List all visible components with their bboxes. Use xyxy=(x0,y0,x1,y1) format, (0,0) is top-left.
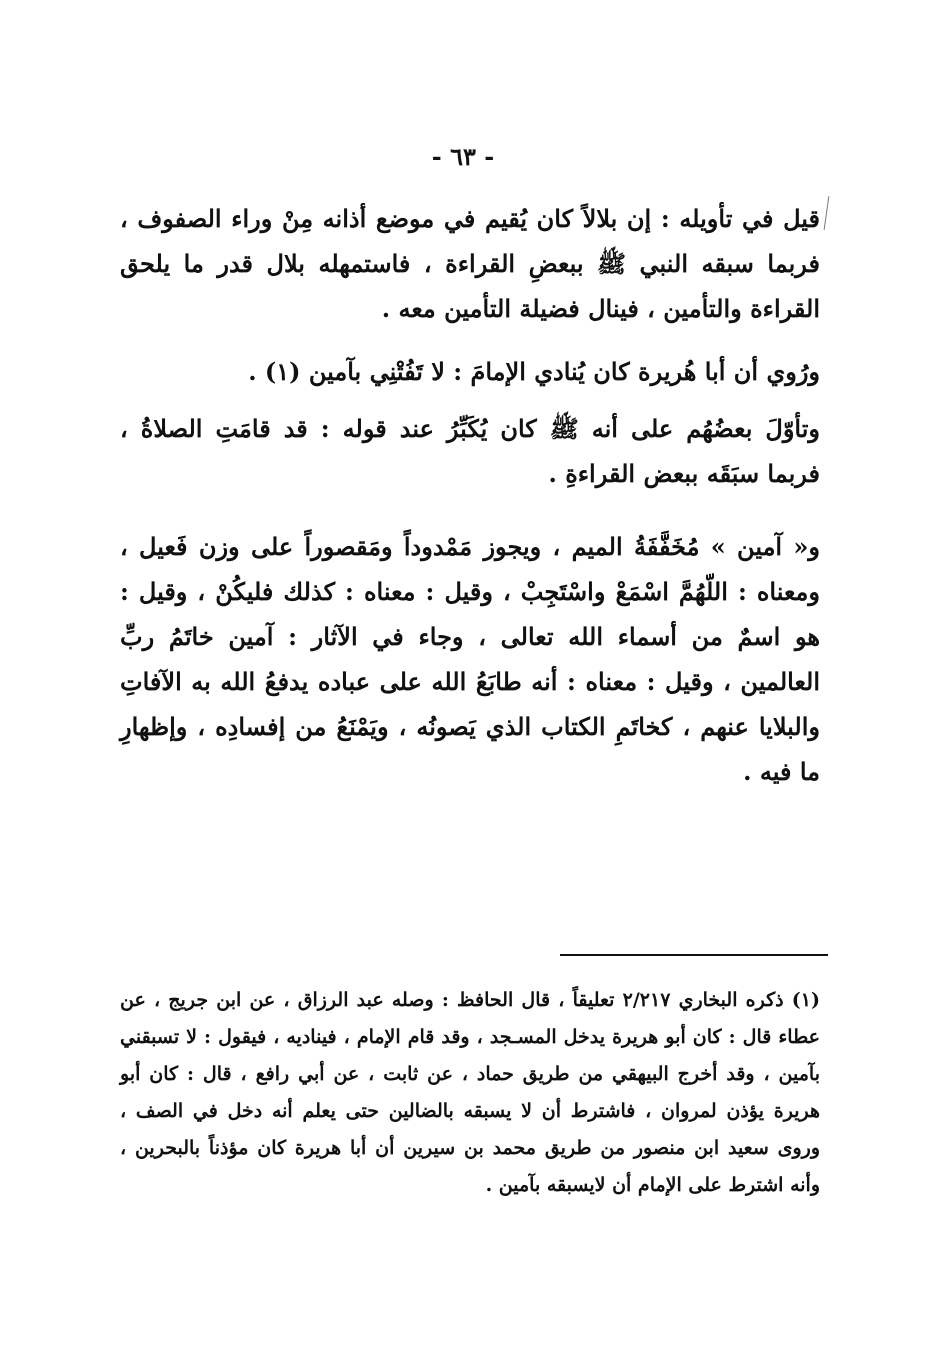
paragraph-amin-meaning: و« آمين » مُخَفَّفَةُ الميم ، ويجوز مَمْدوداً ومَقصوراً على وزن فَعيل ، ومعناه : اللّهُمَّ اسْمَعْ واسْتَجِبْ ، وقيل : معناه : كذلك فليكُنْ ، وقيل : هو اسمٌ من أسماء الله تعالى ، وجاء في الآثار : آمين خاتَمُ ربِّ العالمين ، وقيل : معناه : أنه طابَعُ الله على عباده يدفعُ الله به الآفاتِ والبلايا عنهم ، كخاتَمِ الكتاب الذي يَصونُه ، ويَمْنَعُ من إفسادِه ، وإظهارِ ما فيه . xyxy=(120,532,820,786)
paragraph-abu-hurayra: ورُوي أن أبا هُريرة كان يُنادي الإمامَ : لا تَفُتْنِي بآمين (١) . xyxy=(248,357,820,386)
paragraph-interpretation-bilal: قيل في تأويله : إن بلالاً كان يُقيم في موضع أذانه مِنْ وراء الصفوف ، فربما سبقه النبي ﷺ ببعضِ القراءة ، فاستمهله بلال قدر ما يلحق القراءة والتأمين ، فينال فضيلة التأمين معه . xyxy=(120,204,820,323)
page-number: - ٦٣ - xyxy=(431,142,495,171)
footnote-1: (١) ذكره البخاري ٢/٢١٧ تعليقاً ، قال الحافظ : وصله عبد الرزاق ، عن ابن جريج ، عن عطاء قال : كان أبو هريرة يدخل المسـجد ، وقد قام الإمام ، فيناديه ، فيقول : لا تسبقني بآمين ، وقد أخرج البيهقي من طريق حماد ، عن ثابت ، عن أبي رافع ، قال : كان أبو هريرة يؤذن لمروان ، فاشترط أن لا يسبقه بالضالين حتى يعلم أنه دخل في الصف ، وروى سعيد ابن منصور من طريق محمد بن سيرين أن أبا هريرة كان مؤذناً بالبحرين ، وأنه اشترط على الإمام أن لايسبقه بآمين . xyxy=(120,989,820,1196)
margin-pencil-mark xyxy=(824,196,830,230)
main-text-body xyxy=(120,196,820,794)
paragraph-takbir-interpretation: وتأوّلَ بعضُهُم على أنه ﷺ كان يُكَبِّرُ عند قوله : قد قامَتِ الصلاةُ ، فربما سبَقَه ببعض القراءةِ . xyxy=(120,414,820,488)
footnote-separator-rule xyxy=(560,954,828,956)
